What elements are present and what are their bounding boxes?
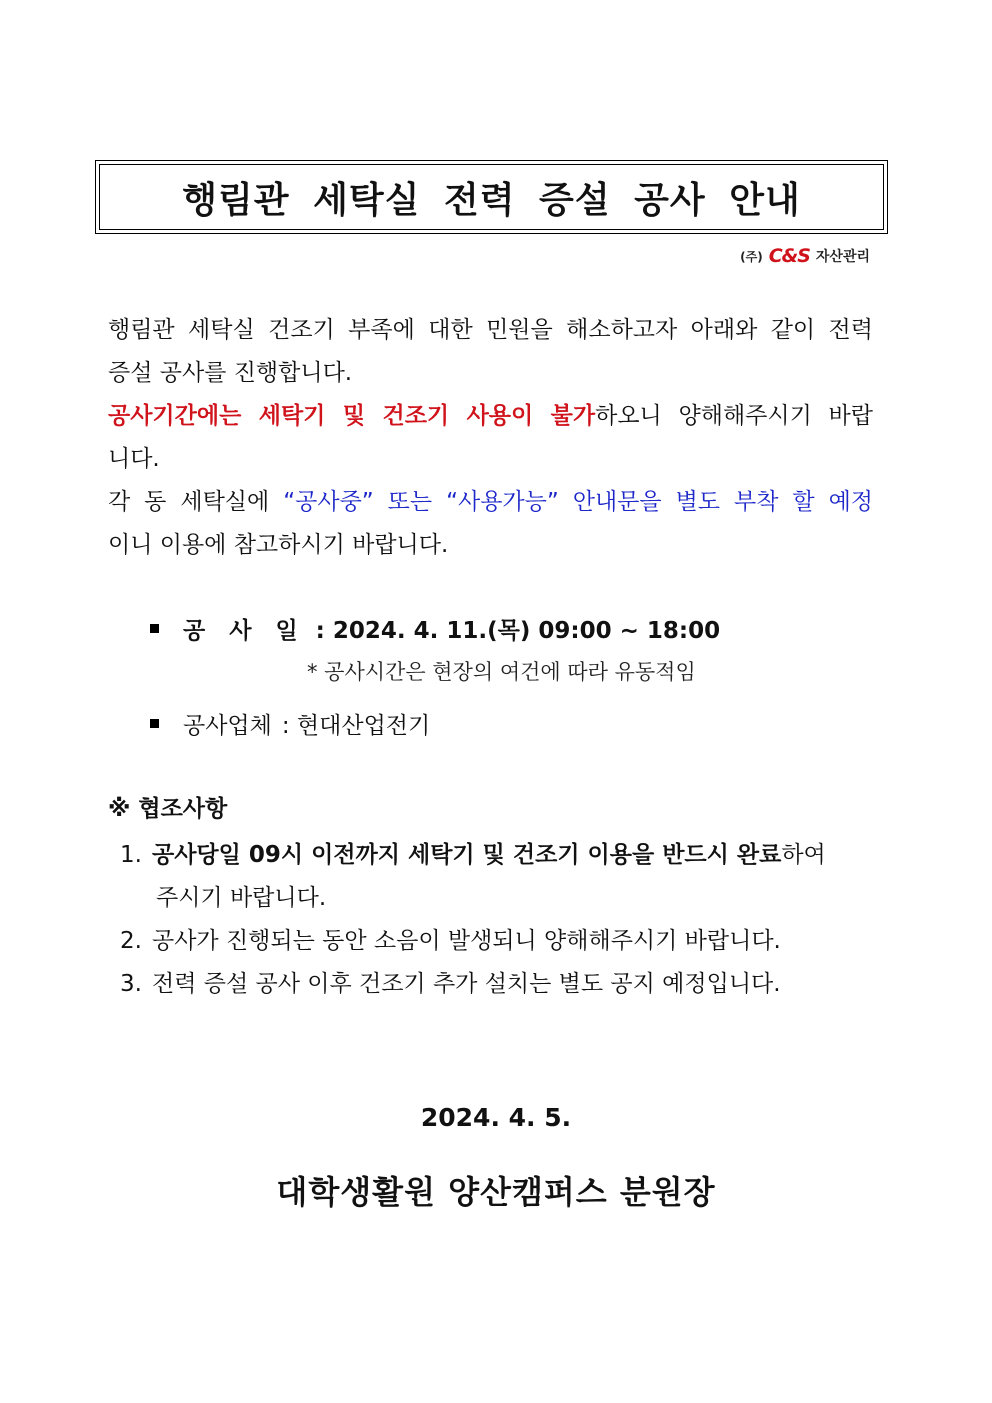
schedule-value: : 2024. 4. 11.(목) 09:00 ~ 18:00 xyxy=(315,618,721,644)
cooperation-item-2 xyxy=(120,920,781,963)
intro-line-4: 니다. xyxy=(108,446,160,472)
intro-line-1: 행림관 세탁실 건조기 부족에 대한 민원을 해소하고자 아래와 같이 전력 xyxy=(108,317,873,343)
intro-line-3 xyxy=(108,395,873,438)
sign-notice-text: “공사중” 또는 “사용가능” 안내문을 별도 부착 할 예정 xyxy=(283,489,874,515)
schedule-note: * 공사시간은 현장의 여건에 따라 유동적임 xyxy=(307,660,696,684)
intro-line-5 xyxy=(108,481,873,524)
warning-text: 공사기간에는 세탁기 및 건조기 사용이 불가 xyxy=(108,403,596,429)
item-number: 2. xyxy=(120,928,142,954)
notice-title: 행림관 세탁실 전력 증설 공사 안내 xyxy=(99,164,884,230)
intro-line-6: 이니 이용에 참고하시기 바랍니다. xyxy=(108,532,449,558)
notice-date: 2024. 4. 5. xyxy=(420,1103,572,1132)
cooperation-heading: ※ 협조사항 xyxy=(108,796,228,822)
logo-sub: 자산관리 xyxy=(815,249,870,265)
signature: 대학생활원 양산캠퍼스 분원장 xyxy=(276,1173,716,1211)
contractor-row xyxy=(150,707,430,740)
cooperation-item-1-cont: 주시기 바랍니다. xyxy=(156,885,327,911)
schedule-label: 공 사 일 xyxy=(183,618,306,644)
cooperation-item-1 xyxy=(120,834,826,877)
company-logo xyxy=(740,245,870,267)
intro-line-5-prefix: 각 동 세탁실에 xyxy=(108,489,284,515)
schedule-row xyxy=(150,612,720,645)
contractor-label: 공사업체 xyxy=(183,713,272,739)
logo-mark: C&S xyxy=(768,245,810,267)
intro-line-3-rest: 하오니 양해해주시기 바랍 xyxy=(595,403,873,429)
title-box xyxy=(95,160,888,234)
item-1-rest: 하여 xyxy=(781,842,826,868)
logo-prefix: (주) xyxy=(740,249,763,264)
item-2-text: 공사가 진행되는 동안 소음이 발생되니 양해해주시기 바랍니다. xyxy=(152,928,781,954)
cooperation-item-3 xyxy=(120,963,781,1006)
item-number: 1. xyxy=(120,842,142,868)
bullet-square-icon xyxy=(150,624,159,633)
item-3-text: 전력 증설 공사 이후 건조기 추가 설치는 별도 공지 예정입니다. xyxy=(152,971,781,997)
bullet-square-icon xyxy=(150,719,159,728)
item-number: 3. xyxy=(120,971,142,997)
item-1-bold: 공사당일 09시 이전까지 세탁기 및 건조기 이용을 반드시 완료 xyxy=(152,842,782,868)
intro-line-2: 증설 공사를 진행합니다. xyxy=(108,360,353,386)
contractor-value: : 현대산업전기 xyxy=(281,713,431,739)
